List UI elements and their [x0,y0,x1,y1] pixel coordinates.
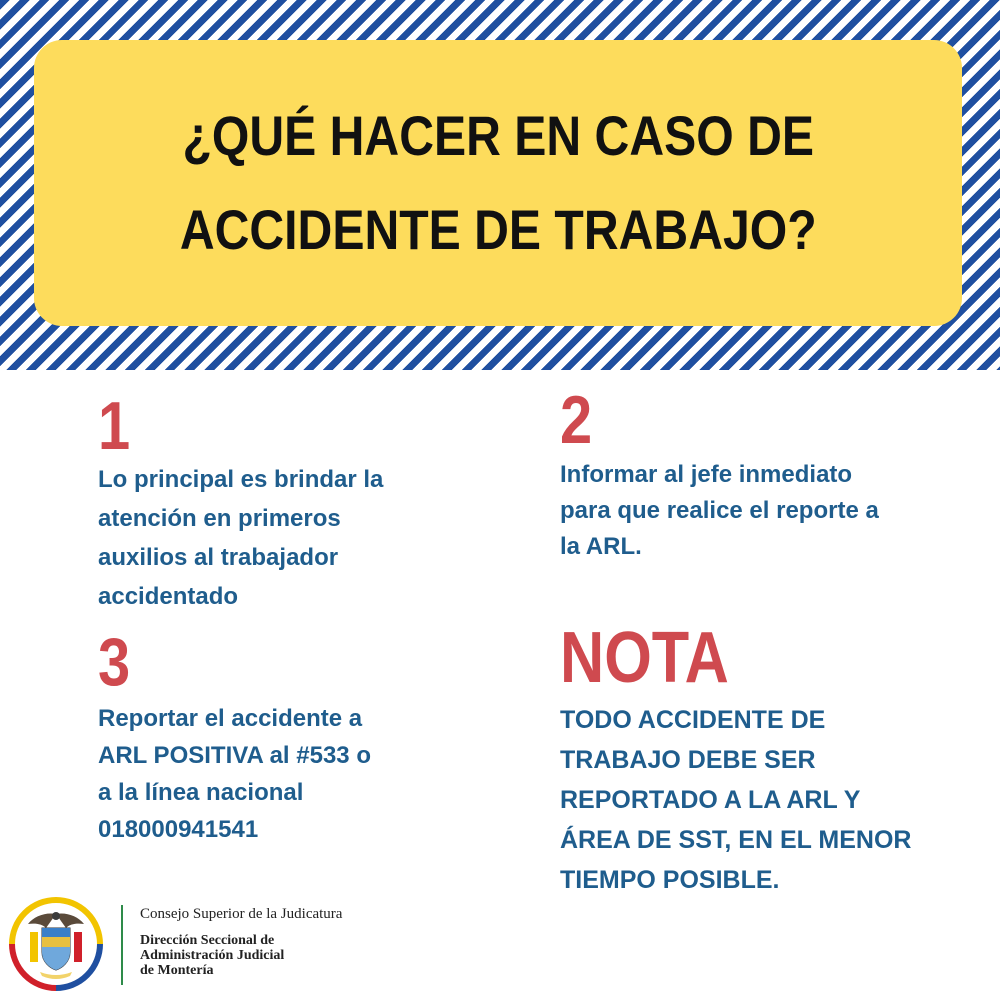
nota-heading: NOTA [560,618,729,698]
nota-line: TIEMPO POSIBLE. [560,866,780,894]
step-1-line: accidentado [98,583,239,610]
step-3-number: 3 [98,624,131,700]
step-2-text [560,457,879,565]
footer-department [140,933,284,978]
footer-divider [121,905,123,985]
step-1-number: 1 [98,388,131,464]
step-3-line: Reportar el accidente a [98,705,363,732]
nota-line: REPORTADO A LA ARL Y [560,786,861,814]
step-3-line: a la línea nacional [98,779,304,806]
step-2-line: Informar al jefe inmediato [560,461,853,488]
nota-text [560,700,911,900]
step-1-line: atención en primeros [98,505,341,532]
step-3-text [98,700,371,848]
step-2-number: 2 [560,382,593,458]
step-3-line: ARL POSITIVA al #533 o [98,742,371,769]
step-3-line: 018000941541 [98,816,259,843]
step-1-text [98,460,383,616]
colombia-coat-of-arms-icon [6,894,106,994]
title-line-1: ¿QUÉ HACER EN CASO DE [182,104,814,167]
step-1-line: Lo principal es brindar la [98,466,384,493]
step-1-line: auxilios al trabajador [98,544,339,571]
footer-organization: Consejo Superior de la Judicatura [140,906,343,922]
title-banner [34,40,962,326]
page-title [180,89,817,277]
nota-line: TRABAJO DEBE SER [560,746,816,774]
title-line-2: ACCIDENTE DE TRABAJO? [179,198,817,261]
nota-line: TODO ACCIDENTE DE [560,706,826,734]
step-2-line: la ARL. [560,533,642,560]
nota-line: ÁREA DE SST, EN EL MENOR [560,826,912,854]
footer-department-line: Dirección Seccional de [140,933,275,948]
footer-department-line: Administración Judicial [140,948,285,963]
footer-department-line: de Montería [140,963,214,978]
step-2-line: para que realice el reporte a [560,497,879,524]
